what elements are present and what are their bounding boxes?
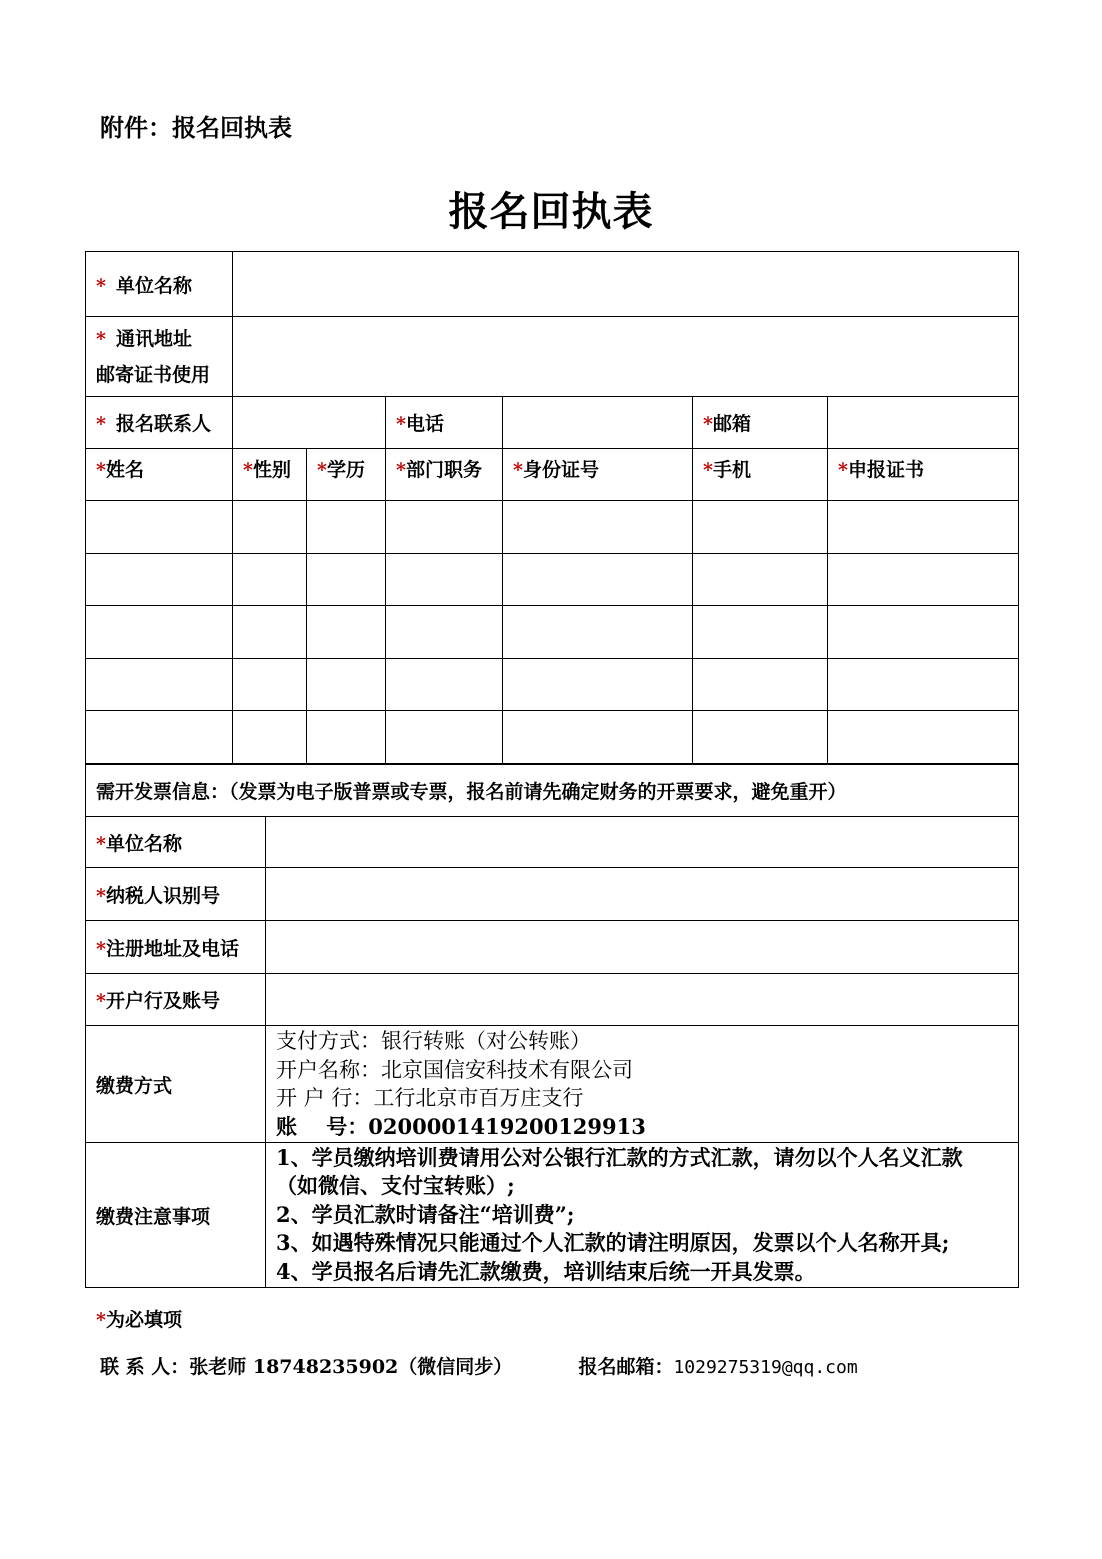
- required-star: *: [513, 459, 523, 481]
- email-label-cell: [693, 397, 828, 449]
- certificate-input[interactable]: [828, 711, 1019, 765]
- note-line: 3、如遇特殊情况只能通过个人汇款的请注明原因，发票以个人名称开具;: [276, 1230, 950, 1256]
- gender-input[interactable]: [233, 606, 307, 659]
- page-title: 报名回执表: [448, 188, 654, 235]
- payment-line: 开 户 行：工行北京市百万庄支行: [276, 1086, 584, 1110]
- required-star: *: [96, 832, 106, 855]
- address-input[interactable]: [233, 317, 1019, 397]
- contact-person-input[interactable]: [233, 397, 386, 449]
- address-note: 邮寄证书使用: [96, 363, 211, 386]
- mobile-input[interactable]: [693, 501, 828, 554]
- education-input[interactable]: [307, 711, 386, 765]
- registered-address-input[interactable]: [266, 921, 1019, 974]
- invoice-label-cell: [86, 817, 266, 868]
- table-row: [86, 659, 1019, 711]
- invoice-label-cell: [86, 868, 266, 921]
- invoice-row: [86, 921, 1019, 974]
- certificate-input[interactable]: [828, 501, 1019, 554]
- contact-person-label: 报名联系人: [115, 413, 211, 435]
- required-note: [96, 1305, 182, 1332]
- notes-row: [86, 1143, 1019, 1288]
- required-star: *: [96, 884, 106, 907]
- column-header-label: 学历: [326, 459, 365, 481]
- contact-value: 张老师 18748235902（微信同步）: [189, 1356, 513, 1378]
- unit-name-label: 单位名称: [115, 274, 192, 297]
- column-header-label: 性别: [252, 459, 291, 481]
- invoice-table: [85, 763, 1019, 1288]
- id-number-input[interactable]: [503, 554, 693, 606]
- education-input[interactable]: [307, 554, 386, 606]
- department-input[interactable]: [386, 501, 503, 554]
- address-label-cell: [86, 317, 233, 397]
- required-note-text: 为必填项: [105, 1309, 182, 1331]
- attachment-label: 附件：报名回执表: [100, 113, 292, 142]
- certificate-input[interactable]: [828, 659, 1019, 711]
- unit-name-input[interactable]: [233, 252, 1019, 317]
- email-value[interactable]: 1029275319@qq.com: [673, 1357, 858, 1378]
- required-star: *: [396, 413, 406, 435]
- invoice-header: 需开发票信息：（发票为电子版普票或专票，报名前请先确定财务的开票要求，避免重开）: [86, 764, 1019, 817]
- table-row: [86, 711, 1019, 765]
- phone-label-cell: [386, 397, 503, 449]
- note-line: （如微信、支付宝转账）;: [276, 1173, 515, 1199]
- required-star: *: [96, 413, 106, 435]
- payment-notes-label: 缴费注意事项: [86, 1143, 266, 1288]
- column-header-name: [86, 449, 233, 501]
- note-line: 4、学员报名后请先汇款缴费，培训结束后统一开具发票。: [276, 1258, 816, 1284]
- id-number-input[interactable]: [503, 659, 693, 711]
- name-input[interactable]: [86, 606, 233, 659]
- name-input[interactable]: [86, 501, 233, 554]
- contact-row: [86, 397, 1019, 449]
- registration-table: [85, 251, 1019, 765]
- education-input[interactable]: [307, 659, 386, 711]
- payment-method-label: 缴费方式: [86, 1026, 266, 1143]
- column-header-certificate: [828, 449, 1019, 501]
- id-number-input[interactable]: [503, 501, 693, 554]
- department-input[interactable]: [386, 554, 503, 606]
- address-row: [86, 317, 1019, 397]
- payment-row: [86, 1026, 1019, 1143]
- certificate-input[interactable]: [828, 554, 1019, 606]
- gender-input[interactable]: [233, 501, 307, 554]
- contact-label: 联 系 人：: [100, 1356, 190, 1378]
- bank-account-input[interactable]: [266, 974, 1019, 1026]
- id-number-input[interactable]: [503, 711, 693, 765]
- invoice-unit-name-label: 单位名称: [105, 832, 182, 855]
- payment-line: 支付方式：银行转账（对公转账）: [276, 1029, 591, 1053]
- invoice-row: [86, 974, 1019, 1026]
- mobile-input[interactable]: [693, 711, 828, 765]
- payment-notes: [266, 1143, 1019, 1288]
- gender-input[interactable]: [233, 659, 307, 711]
- bank-account-label: 开户行及账号: [105, 990, 220, 1012]
- note-line: 2、学员汇款时请备注“培训费”;: [276, 1201, 575, 1227]
- mobile-input[interactable]: [693, 554, 828, 606]
- phone-input[interactable]: [503, 397, 693, 449]
- column-header-mobile: [693, 449, 828, 501]
- column-header-label: 身份证号: [522, 459, 599, 481]
- unit-name-row: [86, 252, 1019, 317]
- name-input[interactable]: [86, 659, 233, 711]
- email-label: 邮箱: [712, 413, 751, 435]
- column-header-row: [86, 449, 1019, 501]
- taxpayer-id-input[interactable]: [266, 868, 1019, 921]
- required-star: *: [96, 274, 106, 297]
- note-line: 1、学员缴纳培训费请用公对公银行汇款的方式汇款，请勿以个人名义汇款: [276, 1144, 963, 1170]
- column-header-label: 申报证书: [847, 459, 924, 481]
- table-row: [86, 554, 1019, 606]
- required-star: *: [96, 459, 106, 481]
- name-input[interactable]: [86, 711, 233, 765]
- table-row: [86, 606, 1019, 659]
- department-input[interactable]: [386, 659, 503, 711]
- registered-address-label: 注册地址及电话: [105, 937, 239, 960]
- name-input[interactable]: [86, 554, 233, 606]
- table-row: [86, 501, 1019, 554]
- mobile-input[interactable]: [693, 606, 828, 659]
- column-header-label: 手机: [712, 459, 751, 481]
- required-star: *: [243, 459, 253, 481]
- invoice-label-cell: [86, 921, 266, 974]
- required-star: *: [838, 459, 848, 481]
- payment-line: 账 号：0200001419200129913: [276, 1113, 646, 1139]
- required-star: *: [96, 1309, 106, 1331]
- gender-input[interactable]: [233, 711, 307, 765]
- certificate-input[interactable]: [828, 606, 1019, 659]
- contact-info: [100, 1352, 858, 1379]
- column-header-gender: [233, 449, 307, 501]
- gender-input[interactable]: [233, 554, 307, 606]
- invoice-row: [86, 868, 1019, 921]
- required-star: *: [317, 459, 327, 481]
- column-header-department: [386, 449, 503, 501]
- column-header-label: 部门职务: [405, 459, 482, 481]
- payment-details: [266, 1026, 1019, 1143]
- email-label: 报名邮箱：: [578, 1356, 674, 1378]
- invoice-label-cell: [86, 974, 266, 1026]
- department-input[interactable]: [386, 606, 503, 659]
- column-header-label: 姓名: [105, 459, 144, 481]
- address-label: 通讯地址: [115, 327, 192, 350]
- education-input[interactable]: [307, 606, 386, 659]
- email-input[interactable]: [828, 397, 1019, 449]
- required-star: *: [96, 937, 106, 960]
- payment-line: 开户名称：北京国信安科技术有限公司: [276, 1057, 633, 1082]
- contact-person-label-cell: [86, 397, 233, 449]
- required-star: *: [96, 990, 106, 1012]
- column-header-id-number: [503, 449, 693, 501]
- phone-label: 电话: [405, 413, 444, 435]
- column-header-education: [307, 449, 386, 501]
- mobile-input[interactable]: [693, 659, 828, 711]
- department-input[interactable]: [386, 711, 503, 765]
- invoice-row: [86, 817, 1019, 868]
- unit-name-label-cell: [86, 252, 233, 317]
- invoice-unit-name-input[interactable]: [266, 817, 1019, 868]
- invoice-header-row: [86, 764, 1019, 817]
- id-number-input[interactable]: [503, 606, 693, 659]
- required-star: *: [96, 327, 106, 350]
- required-star: *: [703, 459, 713, 481]
- education-input[interactable]: [307, 501, 386, 554]
- taxpayer-id-label: 纳税人识别号: [105, 884, 220, 907]
- required-star: *: [703, 413, 713, 435]
- required-star: *: [396, 459, 406, 481]
